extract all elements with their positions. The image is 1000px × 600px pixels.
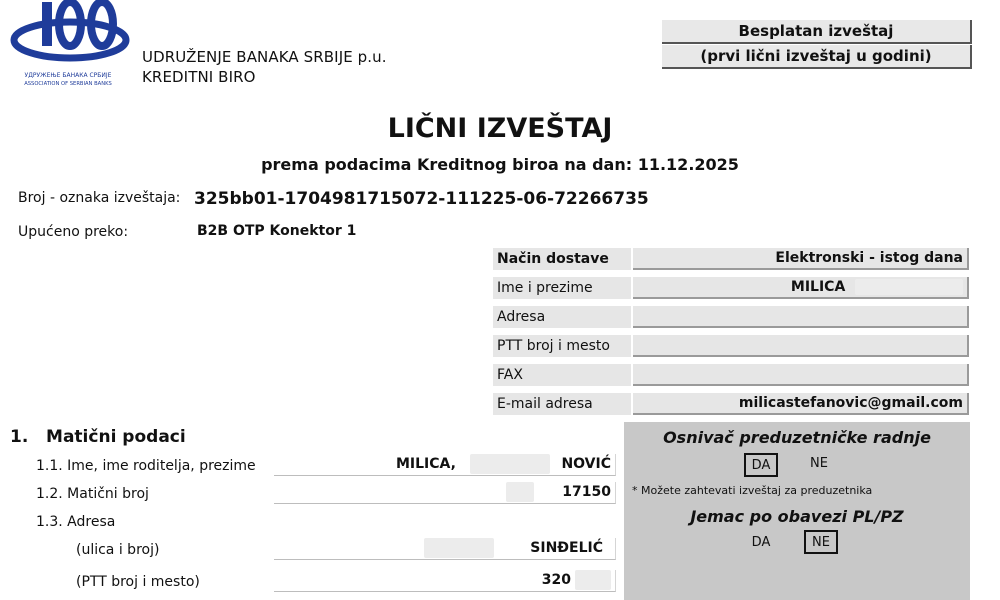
founder-no-option: NE — [810, 456, 828, 471]
delivery-postal-label: PTT broj i mesto — [493, 335, 631, 357]
report-title: LIČNI IZVEŠTAJ — [387, 113, 613, 144]
delivery-email-label: E-mail adresa — [493, 393, 631, 415]
org-name: UDRUŽENJE BANAKA SRBIJE p.u. — [142, 48, 387, 66]
delivery-address-label: Adresa — [493, 306, 631, 328]
logo-caption-cyr: УДРУЖЕЊЕ БАНАКА СРБИЈЕ — [24, 72, 112, 79]
free-report-label: Besplatan izveštaj — [662, 20, 972, 44]
redacted-id-part: XX — [506, 482, 534, 502]
postal-field — [274, 570, 616, 592]
delivery-method-label: Način dostave — [493, 248, 631, 270]
association-logo-icon — [8, 0, 138, 90]
delivery-row — [493, 277, 969, 301]
delivery-row — [493, 393, 969, 417]
delivery-name-value — [633, 277, 969, 299]
delivery-name-text: MILICA — [790, 279, 846, 295]
logo-caption-en: ASSOCIATION OF SERBIAN BANKS — [24, 81, 112, 87]
redacted-postal-part: XX — [575, 570, 611, 590]
delivery-method-value: Elektronski - istog dana — [633, 248, 969, 270]
field-label: 1.1. Ime, ime roditelja, prezime — [36, 458, 256, 474]
field-label: (PTT broj i mesto) — [76, 574, 200, 590]
entrepreneur-panel — [624, 422, 970, 600]
guarantor-title: Jemac po obavezi PL/PZ — [690, 507, 904, 526]
delivery-name-label: Ime i prezime — [493, 277, 631, 299]
founder-yes-option: DA — [744, 453, 778, 477]
id-number-field — [274, 482, 616, 504]
delivery-fax-label: FAX — [493, 364, 631, 386]
full-name-first: MILICA, — [396, 456, 456, 472]
postal-value: 320 — [541, 572, 571, 588]
first-report-label: (prvi lični izveštaj u godini) — [662, 45, 972, 69]
field-label: 1.2. Matični broj — [36, 486, 149, 502]
guarantor-yes-option: DA — [751, 535, 771, 550]
report-id-value: 325bb01-1704981715072-111225-06-72266735 — [194, 189, 649, 209]
id-number-tail: 17150 — [562, 484, 611, 500]
delivery-email-value: milicastefanovic@gmail.com — [633, 393, 969, 415]
delivery-fax-value — [633, 364, 969, 386]
founder-title: Osnivač preduzetničke radnje — [663, 428, 931, 447]
report-subtitle: prema podacima Kreditnog biroa na dan: 11.12.2025 — [261, 155, 739, 174]
delivery-row — [493, 248, 969, 272]
redacted-street-part: XXXXX — [424, 538, 494, 558]
sent-via-label: Upućeno preko: — [18, 224, 129, 240]
delivery-row — [493, 306, 969, 330]
delivery-postal-value — [633, 335, 969, 357]
field-label: (ulica i broj) — [76, 542, 160, 558]
report-id-label: Broj - oznaka izveštaja: — [18, 190, 181, 206]
delivery-row — [493, 335, 969, 359]
street-field — [274, 538, 616, 560]
redacted-surname: XXXXXXXXXX — [855, 279, 963, 295]
entrepreneur-note: * Možete zahtevati izveštaj za preduzetnika — [632, 484, 873, 497]
full-name-last: NOVIĆ — [561, 456, 611, 472]
delivery-row — [493, 364, 969, 388]
section-title: 1. Matični podaci — [10, 427, 186, 447]
delivery-address-value — [633, 306, 969, 328]
full-name-field — [274, 454, 616, 476]
guarantor-no-option: NE — [804, 530, 838, 554]
redacted-name-part: XXXXXX — [470, 454, 550, 474]
org-unit: KREDITNI BIRO — [142, 68, 256, 86]
sent-via-value: B2B OTP Konektor 1 — [197, 223, 357, 239]
field-label: 1.3. Adresa — [36, 514, 116, 530]
street-value: SINĐELIĆ — [530, 540, 603, 556]
